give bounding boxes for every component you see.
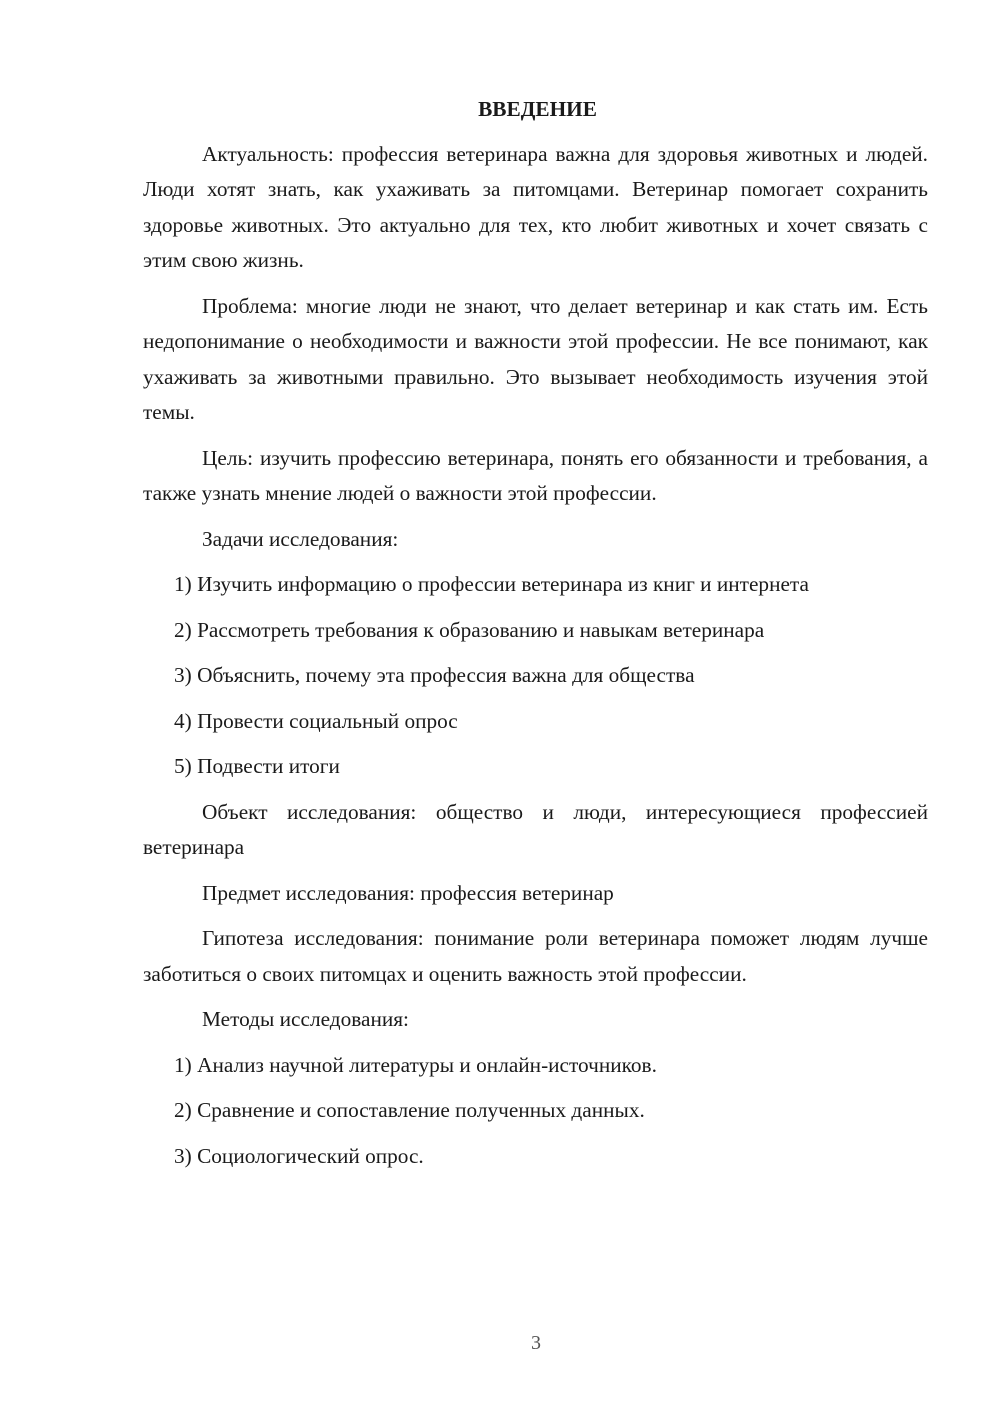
method-item-3: 3) Социологический опрос. (174, 1143, 424, 1168)
task-item-5: 5) Подвести итоги (174, 754, 340, 778)
goal-paragraph: Цель: изучить профессию ветеринара, понять его обязанности и требования, а также узнать мнение людей о важности этой профессии. (143, 445, 928, 505)
relevance-paragraph: Актуальность: профессия ветеринара важна для здоровья животных и людей. Люди хотят знать, как ухаживать за питомцами. Ветеринар помогает сохранить здоровье животных. Это актуально для тех, кто любит животных и хочет связать с этим свою жизнь. (143, 141, 928, 272)
subject-paragraph: Предмет исследования: профессия ветеринар (202, 880, 614, 905)
task-item-2: 2) Рассмотреть требования к образованию и навыкам ветеринара (174, 617, 765, 642)
page-content (143, 92, 928, 1184)
task-item-1: 1) Изучить информацию о профессии ветеринара из книг и интернета (174, 572, 809, 596)
object-paragraph: Объект исследования: общество и люди, интересующиеся профессией ветеринара (143, 799, 928, 859)
task-item-3: 3) Объяснить, почему эта профессия важна для общества (174, 663, 695, 687)
tasks-heading: Задачи исследования: (202, 526, 399, 551)
method-item-1: 1) Анализ научной литературы и онлайн-источников. (174, 1052, 657, 1077)
page-title: ВВЕДЕНИЕ (478, 97, 597, 121)
method-item-2: 2) Сравнение и сопоставление полученных данных. (174, 1098, 645, 1122)
hypothesis-paragraph: Гипотеза исследования: понимание роли ветеринара поможет людям лучше заботиться о своих питомцах и оценить важность этой профессии. (143, 926, 928, 986)
page-number: 3 (531, 1332, 541, 1354)
problem-paragraph: Проблема: многие люди не знают, что делает ветеринар и как стать им. Есть недопонимание о необходимости и важности этой профессии. Не все понимают, как ухаживать за животными правильно. Это вызывает необходимость изучения этой темы. (143, 293, 928, 424)
task-item-4: 4) Провести социальный опрос (174, 708, 458, 733)
methods-heading: Методы исследования: (202, 1007, 409, 1031)
